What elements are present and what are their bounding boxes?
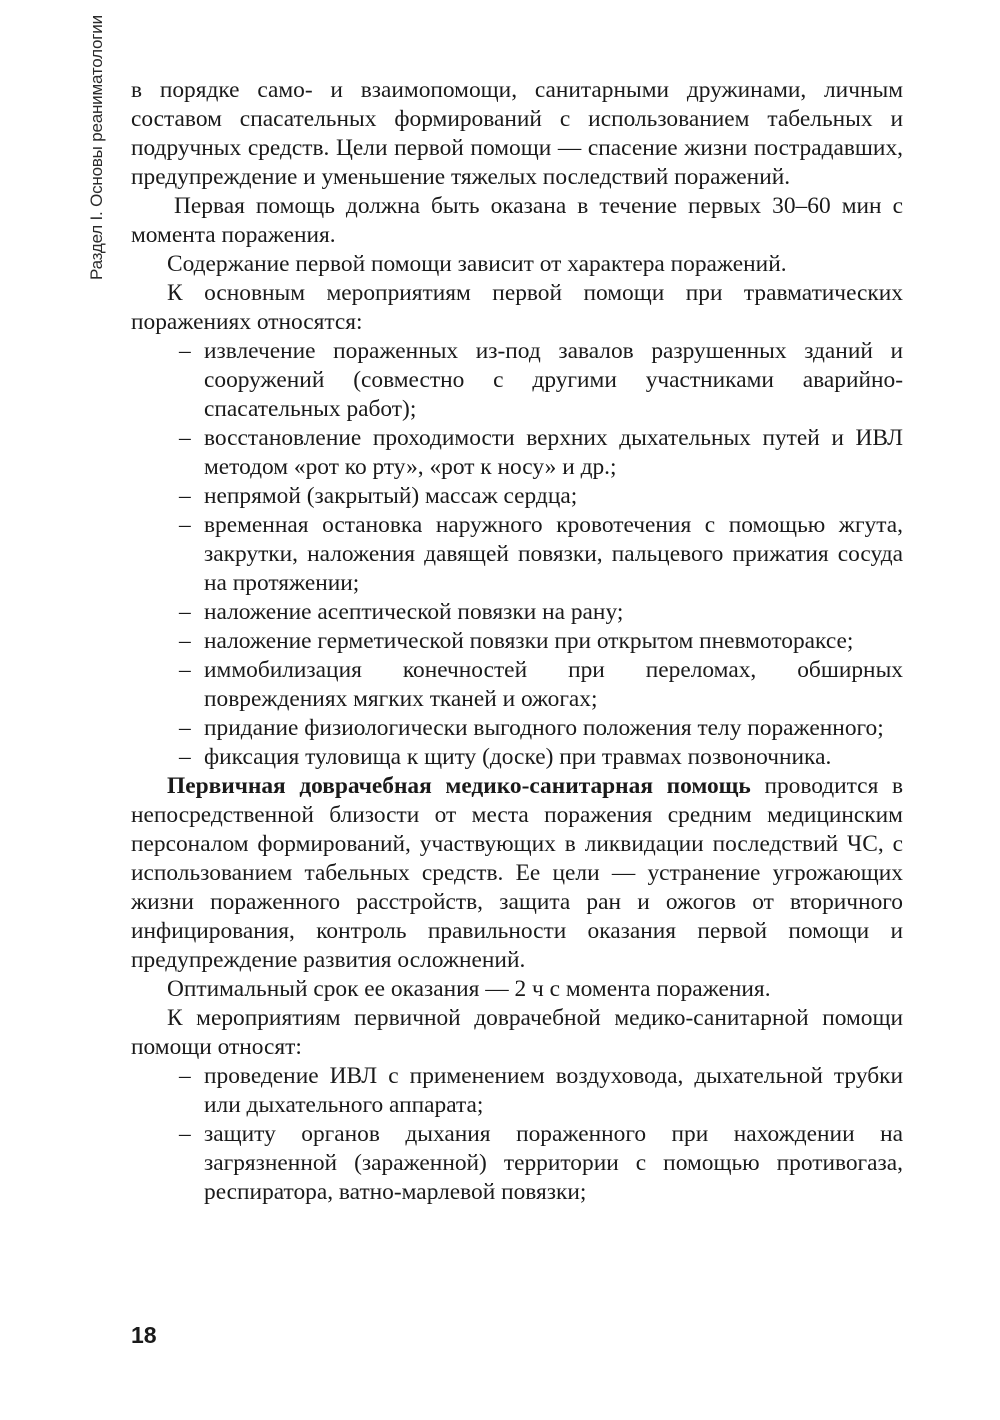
dash-marker: – <box>179 425 191 451</box>
list-item <box>131 337 903 424</box>
dash-marker: – <box>179 483 191 509</box>
dash-marker: – <box>179 715 191 741</box>
list-item <box>131 598 903 627</box>
first-aid-measures-list <box>131 337 903 772</box>
running-header: Раздел I. Основы реаниматологии <box>87 15 106 280</box>
paragraph-first-aid-timing: Первая помощь должна быть оказана в течение первых 30–60 мин с момента поражения. <box>131 193 903 248</box>
dash-marker: – <box>179 338 191 364</box>
dash-marker: – <box>179 1063 191 1089</box>
page-body <box>131 76 903 1207</box>
paragraph-first-aid-content: Содержание первой помощи зависит от характера поражений. <box>167 251 787 277</box>
list-item <box>131 743 903 772</box>
list-item-text: иммобилизация конечностей при переломах, обширных повреждениях мягких тканей и ожогах; <box>204 657 903 712</box>
list-item-text: придание физиологически выгодного положения телу пораженного; <box>204 715 884 741</box>
list-item-text: проведение ИВЛ с применением воздуховода, дыхательной трубки или дыхательного аппарата; <box>204 1063 903 1118</box>
list-item-text: восстановление проходимости верхних дыхательных путей и ИВЛ методом «рот ко рту», «рот к носу» и др.; <box>204 425 903 480</box>
list-item <box>131 656 903 714</box>
dash-marker: – <box>179 628 191 654</box>
list-item <box>131 424 903 482</box>
page-number: 18 <box>131 1322 157 1348</box>
list-item-text: защиту органов дыхания пораженного при нахождении на загрязненной (зараженной) территории с помощью противогаза, респиратора, ватно-марлевой повязки; <box>204 1121 903 1205</box>
list-item-text: непрямой (закрытый) массаж сердца; <box>204 483 578 509</box>
list-item <box>131 1120 903 1207</box>
term-premedical-aid: Первичная доврачебная медико-санитарная помощь <box>167 773 751 799</box>
list-item <box>131 1062 903 1120</box>
list-item-text: фиксация туловища к щиту (доске) при травмах позвоночника. <box>204 744 832 770</box>
dash-marker: – <box>179 512 191 538</box>
list-item <box>131 714 903 743</box>
dash-marker: – <box>179 1121 191 1147</box>
list-item-text: временная остановка наружного кровотечения с помощью жгута, закрутки, наложения давящей повязки, пальцевого прижатия сосуда на протяжении; <box>204 512 903 596</box>
dash-marker: – <box>179 657 191 683</box>
premedical-measures-list <box>131 1062 903 1207</box>
dash-marker: – <box>179 599 191 625</box>
list-item-text: наложение герметической повязки при открытом пневмотораксе; <box>204 628 854 654</box>
paragraph-optimal-time: Оптимальный срок ее оказания — 2 ч с момента поражения. <box>167 976 771 1002</box>
list-item <box>131 511 903 598</box>
dash-marker: – <box>179 744 191 770</box>
paragraph-premedical-intro: К мероприятиям первичной доврачебной медико-санитарной помощи помощи относят: <box>131 1005 903 1060</box>
paragraph-premedical-aid <box>131 772 903 975</box>
list-item-text: наложение асептической повязки на рану; <box>204 599 624 625</box>
list-item <box>131 627 903 656</box>
list-item-text: извлечение пораженных из-под завалов разрушенных зданий и сооружений (совместно с другими участниками аварийно-спасательных работ); <box>204 338 903 422</box>
list-item <box>131 482 903 511</box>
paragraph-premedical-aid-text: проводится в непосредственной близости от места поражения средним медицинским персоналом формирований, участвующих в ликвидации последствий ЧС, с использованием табельных средств. Ее цели — устранение угрожающих жизни пораженного расстройств, защита ран и ожогов от вторичного инфицирования, контроль правильности оказания первой помощи и предупреждение развития осложнений. <box>131 773 904 973</box>
paragraph-first-aid-intro: К основным мероприятиям первой помощи при травматических поражениях относятся: <box>131 280 903 335</box>
paragraph-continuation: в порядке само- и взаимопомощи, санитарными дружинами, личным составом спасательных формирований с использованием табельных и подручных средств. Цели первой помощи — спасение жизни пострадавших, предупреждение и уменьшение тяжелых последствий поражений. <box>131 77 903 190</box>
